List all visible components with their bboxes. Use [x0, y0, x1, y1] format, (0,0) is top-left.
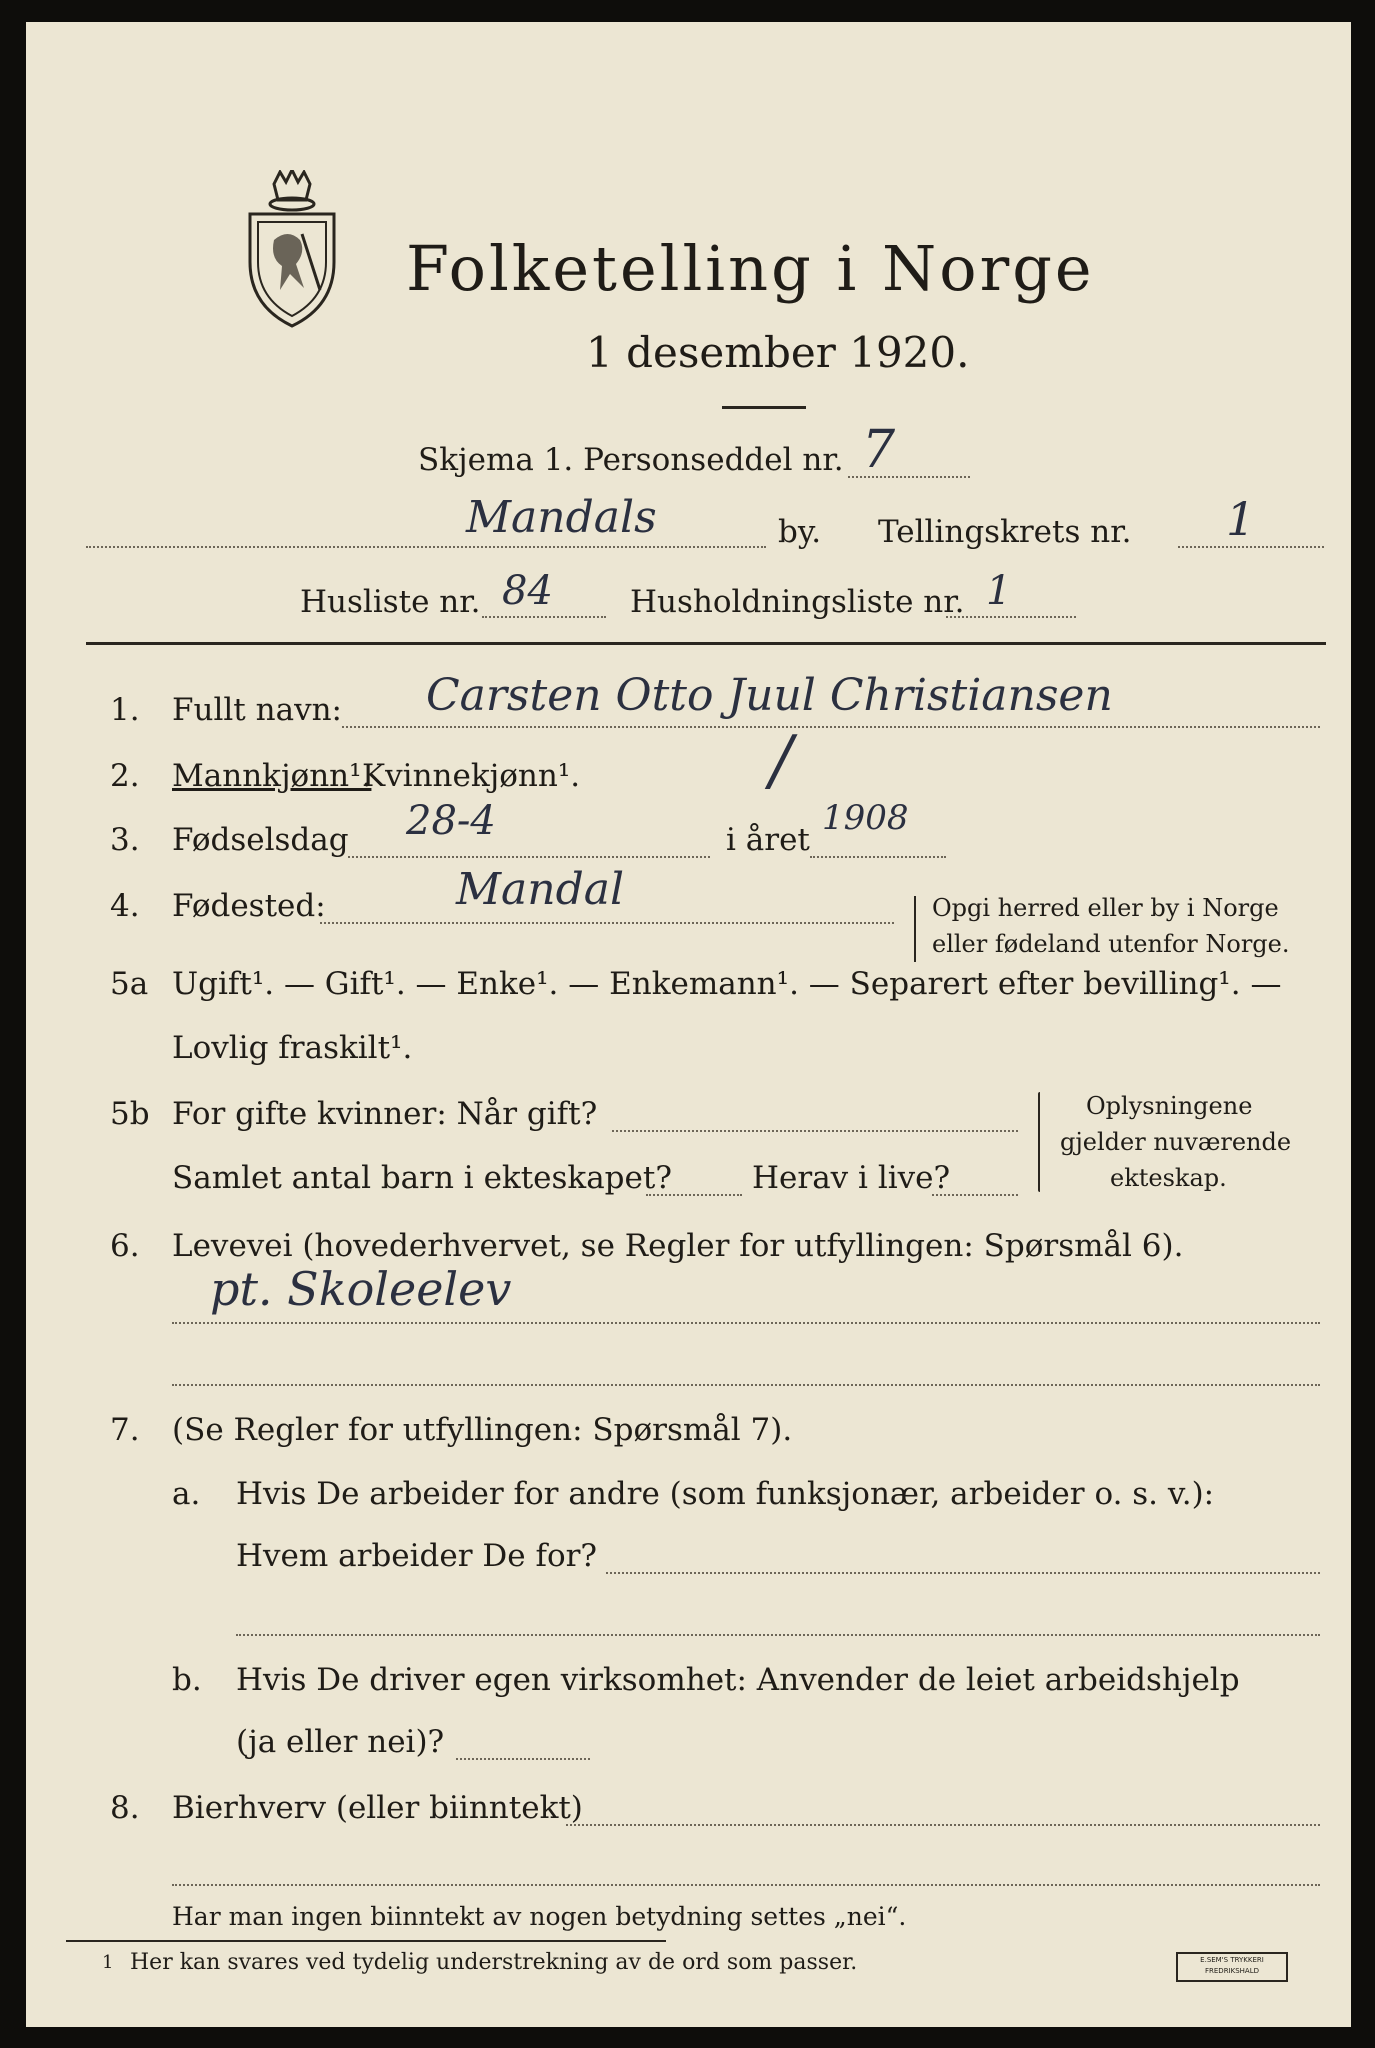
q7b-line1: Hvis De driver egen virksomhet: Anvender de leiet arbeidshjelp [236, 1662, 1240, 1698]
norway-coat-of-arms-icon [244, 170, 340, 328]
q7-number: 7. [110, 1412, 140, 1448]
census-date: 1 desember 1920. [586, 328, 970, 377]
marital-options-line1: Ugift¹. — Gift¹. — Enke¹. — Enkemann¹. — Separert efter bevilling¹. — [172, 966, 1282, 1002]
married-when-label: For gifte kvinner: Når gift? [172, 1096, 598, 1132]
q7-label: (Se Regler for utfyllingen: Spørsmål 7). [172, 1412, 793, 1448]
printer-stamp-line2: FREDRIKSHALD [1204, 1967, 1259, 1975]
q6-number: 6. [110, 1228, 140, 1264]
husholdningsliste-label: Husholdningsliste nr. [630, 584, 965, 620]
female-option: Kvinnekjønn¹. [362, 758, 581, 794]
header-rule [86, 642, 1326, 645]
birthday-value: 28-4 [406, 798, 496, 844]
footnote-rule [66, 1940, 666, 1942]
q4-number: 4. [110, 888, 140, 924]
form-title: Folketelling i Norge [406, 232, 1095, 305]
q5b-note-line3: ekteskap. [1110, 1164, 1227, 1192]
husliste-label: Husliste nr. [300, 584, 481, 620]
footnote-text: Her kan svares ved tydelig understrekning av de ord som passer. [130, 1950, 858, 1975]
personseddel-number: 7 [862, 420, 896, 480]
husliste-number: 84 [502, 568, 553, 614]
title-divider [722, 406, 806, 409]
tellingskrets-label: Tellingskrets nr. [878, 514, 1132, 550]
gender-mark: / [770, 722, 793, 799]
q8-label: Bierhverv (eller biinntekt) [172, 1790, 583, 1826]
q1-label: Fullt navn: [172, 692, 342, 728]
q7b-letter: b. [172, 1662, 202, 1698]
birth-year-value: 1908 [822, 798, 909, 838]
year-label: i året [726, 822, 810, 858]
footnote-marker: 1 [102, 1952, 114, 1973]
children-alive-label: Herav i live? [752, 1160, 951, 1196]
census-form-page [26, 22, 1351, 2027]
male-option: Mannkjønn¹. [172, 758, 372, 794]
q3-label: Fødselsdag [172, 822, 349, 858]
children-count-label: Samlet antal barn i ekteskapet? [172, 1160, 672, 1196]
employer-label: Hvem arbeider De for? [236, 1538, 598, 1574]
husholdningsliste-number: 1 [986, 568, 1012, 614]
birthplace-value: Mandal [456, 864, 625, 915]
q7a-letter: a. [172, 1476, 201, 1512]
q5b-note-line2: gjelder nuværende [1060, 1128, 1292, 1156]
q5a-number: 5a [110, 966, 149, 1002]
q5b-note-line1: Oplysningene [1086, 1092, 1253, 1120]
hired-help-label: (ja eller nei)? [236, 1724, 445, 1760]
full-name-value: Carsten Otto Juul Christiansen [426, 670, 1113, 721]
q8-note: Har man ingen biinntekt av nogen betydning settes „nei“. [172, 1902, 907, 1931]
q4-note-line2: eller fødeland utenfor Norge. [932, 930, 1290, 958]
q2-number: 2. [110, 758, 140, 794]
q1-number: 1. [110, 692, 140, 728]
skjema-label: Skjema 1. Personseddel nr. [418, 442, 844, 478]
q3-number: 3. [110, 822, 140, 858]
q5b-number: 5b [110, 1096, 150, 1132]
printer-stamp-line1: E.SEM'S TRYKKERI [1200, 1956, 1264, 1964]
q4-label: Fødested: [172, 888, 326, 924]
tellingskrets-number: 1 [1226, 492, 1256, 546]
q8-number: 8. [110, 1790, 140, 1826]
printer-stamp [1176, 1952, 1288, 1982]
occupation-value: pt. Skoleelev [210, 1262, 512, 1316]
q6-label: Levevei (hovederhvervet, se Regler for utfyllingen: Spørsmål 6). [172, 1228, 1184, 1264]
marital-options-line2: Lovlig fraskilt¹. [172, 1030, 413, 1066]
by-label: by. [778, 514, 822, 550]
q4-note-line1: Opgi herred eller by i Norge [932, 894, 1279, 922]
q7a-line1: Hvis De arbeider for andre (som funksjonær, arbeider o. s. v.): [236, 1476, 1215, 1512]
municipality-value: Mandals [466, 492, 657, 543]
